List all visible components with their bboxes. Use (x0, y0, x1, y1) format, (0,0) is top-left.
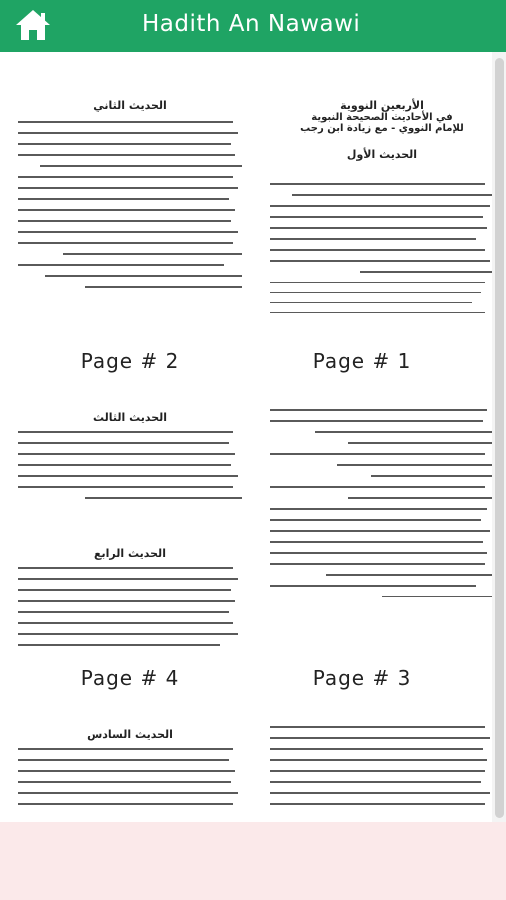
home-icon (14, 8, 52, 42)
page-6-hadith-heading: الحديث السادس (87, 728, 173, 741)
page-thumbnail-2[interactable] (18, 97, 242, 387)
page-label-4: Page # 4 (80, 666, 180, 690)
page-1-subtitle: في الأحاديث الصحيحة النبوية (311, 112, 453, 123)
page-4-text-top (18, 431, 242, 508)
page-5-text (270, 726, 494, 814)
scrollbar-thumb[interactable] (495, 58, 504, 818)
page-1-hadith-heading: الحديث الأول (346, 148, 418, 161)
page-thumbnail-1[interactable] (270, 97, 494, 387)
app-bar (0, 0, 506, 52)
page-1-author: للإمام النووي - مع زيادة ابن رجب (300, 123, 464, 134)
page-label-2: Page # 2 (80, 349, 180, 373)
page-thumbnail-4[interactable] (18, 407, 242, 657)
page-6-text (18, 748, 242, 814)
page-thumbnail-5[interactable] (270, 724, 494, 822)
page-1-title: الأربعين النووية (340, 99, 424, 112)
page-4-hadith-3-heading: الحديث الثالث (92, 411, 168, 424)
page-4-text-bottom (18, 567, 242, 655)
page-1-text (270, 183, 494, 322)
page-2-text (18, 121, 242, 297)
app-title: Hadith An Nawawi (142, 11, 361, 37)
page-thumbnail-6[interactable] (18, 724, 242, 822)
page-4-hadith-4-heading: الحديث الرابع (94, 547, 166, 560)
page-label-1: Page # 1 (312, 349, 412, 373)
page-grid[interactable] (0, 52, 506, 822)
page-2-hadith-heading: الحديث الثاني (93, 99, 167, 112)
page-label-3: Page # 3 (312, 666, 412, 690)
page-thumbnail-3[interactable] (270, 407, 494, 657)
page-3-text (270, 409, 494, 606)
bottom-area (0, 822, 506, 900)
home-button[interactable] (14, 8, 52, 42)
